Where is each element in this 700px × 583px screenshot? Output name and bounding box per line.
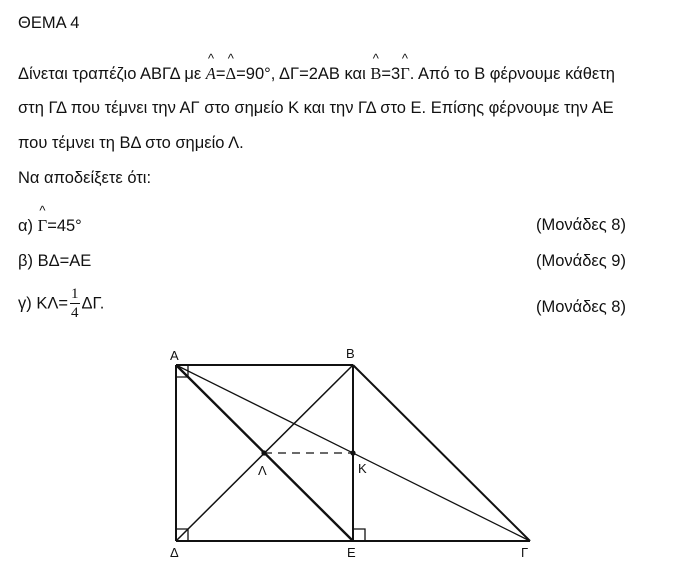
label-b: Β bbox=[346, 346, 355, 361]
right-angle-e bbox=[353, 529, 365, 541]
side-bg bbox=[353, 365, 530, 541]
angle-b: ^ B bbox=[370, 64, 381, 84]
fraction-numerator: 1 bbox=[71, 286, 79, 302]
label-g: Γ bbox=[521, 545, 529, 560]
fraction-denominator: 4 bbox=[71, 305, 79, 321]
intro-text-3: =3 bbox=[381, 65, 401, 83]
item-a-prefix: α) bbox=[18, 217, 34, 235]
label-a: Α bbox=[170, 348, 179, 363]
item-b-prefix: β) bbox=[18, 252, 33, 270]
item-a-rest: =45° bbox=[47, 217, 82, 235]
intro-text-1: Δίνεται τραπέζιο ΑΒΓΔ με bbox=[18, 65, 202, 83]
label-l: Λ bbox=[258, 463, 267, 478]
intro-text-2: =90°, ΔΓ=2ΑΒ και bbox=[236, 65, 366, 83]
item-c-text-a: ΚΛ= bbox=[36, 294, 69, 313]
item-b-marks: (Μονάδες 9) bbox=[536, 252, 626, 270]
angle-a: ^ A bbox=[206, 64, 216, 84]
intro-line-2: στη ΓΔ που τέμνει την ΑΓ στο σημείο Κ και την ΓΔ στο Ε. Επίσης φέρνουμε την ΑΕ bbox=[18, 99, 614, 117]
angle-g: ^ Γ bbox=[400, 64, 410, 84]
item-c-text-b: ΔΓ. bbox=[81, 294, 105, 313]
prompt: Να αποδείξετε ότι: bbox=[18, 169, 152, 187]
angle-d: ^ Δ bbox=[226, 64, 237, 84]
equals: = bbox=[215, 65, 226, 83]
item-a-angle: ^ Γ bbox=[38, 216, 48, 236]
item-c-prefix: γ) bbox=[18, 294, 32, 313]
label-k: Κ bbox=[358, 461, 367, 476]
item-c-marks: (Μονάδες 8) bbox=[536, 298, 626, 316]
point-l bbox=[261, 450, 266, 455]
heading: ΘΕΜΑ 4 bbox=[18, 14, 80, 32]
item-a-marks: (Μονάδες 8) bbox=[536, 216, 626, 234]
intro-line-3: που τέμνει τη ΒΔ στο σημείο Λ. bbox=[18, 134, 244, 152]
label-d: Δ bbox=[170, 545, 179, 560]
item-b-text: ΒΔ=ΑΕ bbox=[37, 252, 92, 270]
intro-text-4: . Από το Β φέρνουμε κάθετη bbox=[409, 65, 615, 83]
point-k bbox=[350, 450, 355, 455]
label-e: Ε bbox=[347, 545, 356, 560]
